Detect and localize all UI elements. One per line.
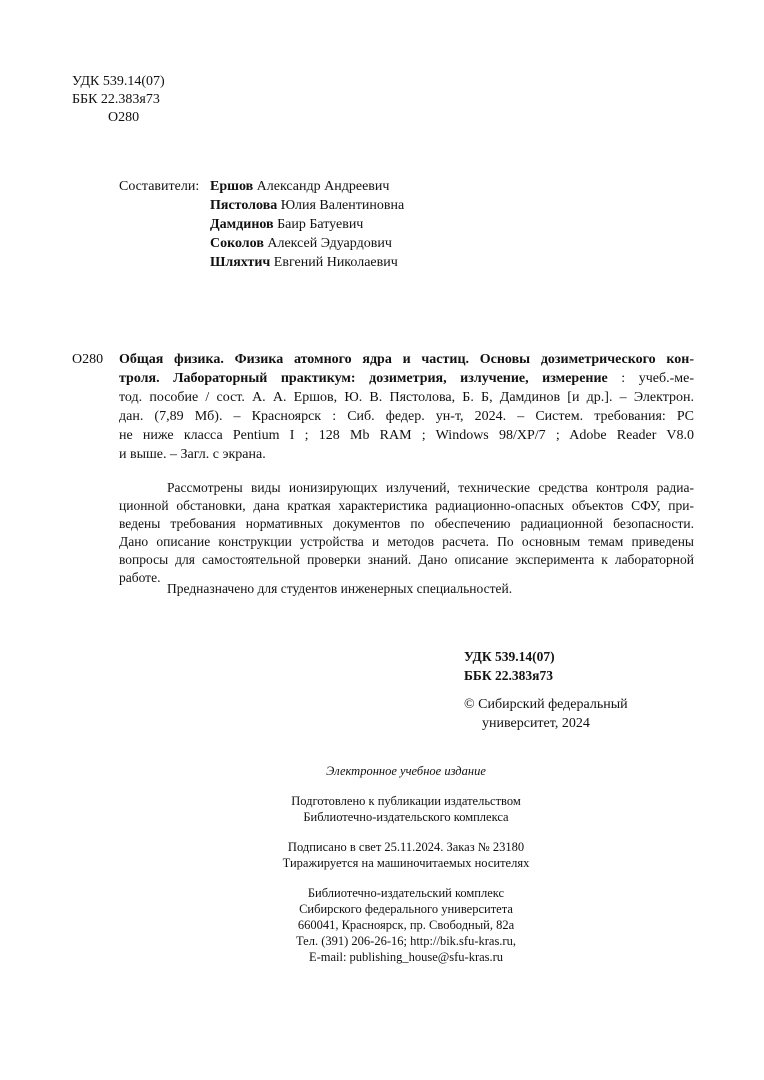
udk-bbk-block <box>72 73 165 127</box>
abstract-line: Дано описание конструкции устройства и методов расчета. По основным темам приведены <box>119 534 694 549</box>
compiler-name: Баир Батуевич <box>277 217 364 232</box>
edition-type <box>200 763 612 779</box>
compiler-name: Евгений Николаевич <box>273 255 398 270</box>
bbk-code-right: ББК 22.383я73 <box>464 668 553 683</box>
abstract <box>119 479 694 587</box>
udk-code-right: УДК 539.14(07) <box>464 649 555 664</box>
biblio-line: тод. пособие / сост. А. А. Ершов, Ю. В. Пястолова, Б. Б, Дамдинов [и др.]. – Электрон. <box>119 390 694 405</box>
udk-bbk-right-block <box>464 647 555 685</box>
biblio-title: троля. Лабораторный практикум: дозиметрия, излучение, измерение <box>119 371 608 386</box>
purpose-statement: Предназначено для студентов инженерных специальностей. <box>167 581 513 596</box>
compiler-row <box>119 215 404 234</box>
biblio-text-rest: : учеб.-ме- <box>607 371 694 386</box>
compiler-row <box>119 253 404 272</box>
compilers-label: Составители: <box>119 179 200 194</box>
compiler-row <box>119 196 404 215</box>
copyright-block <box>464 695 628 733</box>
biblio-line: и выше. – Загл. с экрана. <box>119 447 266 462</box>
bbk-code: ББК 22.383я73 <box>72 92 160 107</box>
compiler-row <box>119 234 404 253</box>
compiler-name: Александр Андреевич <box>256 179 390 194</box>
biblio-code: О280 <box>72 352 104 367</box>
biblio-line: не ниже класса Pentium I ; 128 Mb RAM ; Windows 98/XP/7 ; Adobe Reader V8.0 <box>119 428 694 443</box>
compiler-surname: Соколов <box>210 236 264 251</box>
imprint-line: Подготовлено к публикации издательством <box>291 794 521 808</box>
imprint-line: Тиражируется на машиночитаемых носителях <box>282 856 530 870</box>
bibliographic-description <box>119 350 694 464</box>
abstract-line: ведены требования нормативных документов по обеспечению радиационной безопасности. <box>119 516 694 531</box>
imprint-block <box>200 763 612 965</box>
imprint-line: Библиотечно-издательского комплекса <box>303 810 509 824</box>
imprint-line: Тел. (391) 206-26-16; http://bik.sfu-kras.ru, <box>296 934 516 948</box>
imprint-line: Подписано в свет 25.11.2024. Заказ № 23180 <box>287 840 525 854</box>
compiler-surname: Пястолова <box>210 198 278 213</box>
biblio-title: Общая физика. Физика атомного ядра и частиц. Основы дозиметрического кон- <box>119 352 694 367</box>
biblio-line <box>119 350 694 369</box>
copyright-line: © Сибирский федеральный <box>464 697 628 712</box>
imprint-line: Сибирского федерального университета <box>299 902 513 916</box>
copyright-line: университет, 2024 <box>482 716 590 731</box>
abstract-line: Рассмотрены виды ионизирующих излучений, технические средства контроля радиа- <box>167 480 694 495</box>
compiler-surname: Дамдинов <box>210 217 274 232</box>
udk-code: УДК 539.14(07) <box>72 74 165 89</box>
edition-type-text: Электронное учебное издание <box>326 764 486 778</box>
biblio-line <box>119 369 694 388</box>
compilers-block <box>119 177 404 272</box>
abstract-line: ционной обстановки, дана краткая характеристика радиационно-опасных объектов СФУ, при- <box>119 498 694 513</box>
compiler-name: Алексей Эдуардович <box>267 236 392 251</box>
compiler-name: Юлия Валентиновна <box>280 198 405 213</box>
compiler-surname: Шляхтич <box>210 255 271 270</box>
imprint-line: 660041, Красноярск, пр. Свободный, 82а <box>297 918 515 932</box>
biblio-line: дан. (7,89 Мб). – Красноярск : Сиб. федер. ун-т, 2024. – Систем. требования: PC <box>119 409 694 424</box>
imprint-line: Библиотечно-издательский комплекс <box>307 886 505 900</box>
abstract-line: вопросы для самостоятельной проверки знаний. Дано описание эксперимента к лабораторной <box>119 552 694 567</box>
author-sign-code: О280 <box>108 110 140 125</box>
imprint-line: E-mail: publishing_house@sfu-kras.ru <box>308 950 504 964</box>
abstract-line: работе. <box>119 570 161 585</box>
compiler-row <box>119 177 404 196</box>
compiler-surname: Ершов <box>210 179 254 194</box>
